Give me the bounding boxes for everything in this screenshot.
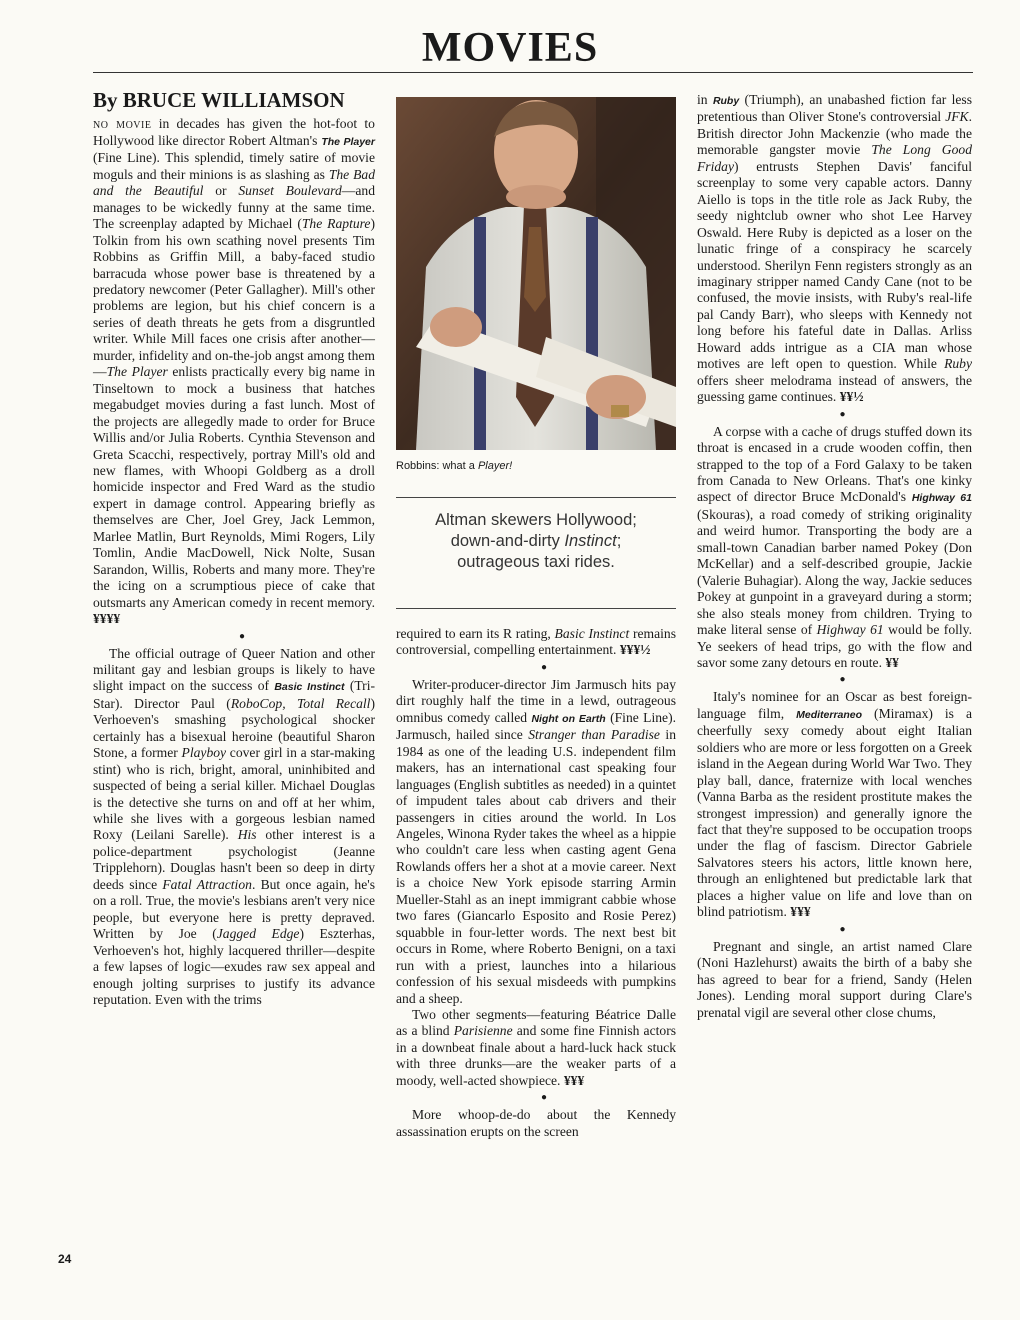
pull-quote-rule-top <box>396 497 676 498</box>
section-separator: ● <box>540 661 548 673</box>
section-separator: ● <box>839 674 846 686</box>
film-title: Night on Earth <box>531 712 606 725</box>
byline: By BRUCE WILLIAMSON <box>93 88 345 112</box>
column-2 <box>396 626 676 1140</box>
rating: ¥¥¥ <box>790 904 811 920</box>
review-ruby-start: More whoop-de-do about the Kennedy assassination erupts on the screen <box>396 1107 676 1139</box>
section-separator: ● <box>540 1092 548 1104</box>
review-the-player: no movie in decades has given the hot-foot to Hollywood like director Robert Altman's The Player (Fine Line). This splendid, timely satire of movie moguls and their minions is as slashing as The Bad and the Beautiful or Sunset Boulevard—and manages to be wickedly funny at the same time. The screenplay adapted by Michael (The Rapture) Tolkin from his own scathing novel presents Tim Robbins as Griffin Mill, a baby-faced studio barracuda whose power base is threatened by a predatory newcomer (Peter Gallagher). Mill's other problems are legion, but his chief concern is a series of death threats he gets from a disgruntled writer. While Mill faces one crisis after another—murder, infidelity and on-the-job angst among them—The Player enlists practically every big name in Tinseltown to mock a business that hatches megabudget movies during a fast lunch. Most of the projects are allegedly made to order for Bruce Willis and/or Julia Roberts. Cynthia Stevenson and Greta Scacchi, respectively, portray Mill's old and new flames, with Whoopi Goldberg as a droll homicide inspector and Fred Ward as the studio expert in damage control. Appearing briefly as themselves are Cher, Joel Grey, Jack Lemmon, Marlee Matlin, Burt Reynolds, Mimi Rogers, Lily Tomlin, Andie MacDowell, Nick Nolte, Susan Sarandon, Willis, Roberts and many more. They're the icing on a scrumptious piece of cake that outsmarts any American comedy in recent memory. ¥¥¥¥ <box>93 116 376 627</box>
page-number: 24 <box>58 1252 72 1266</box>
film-title: Mediterraneo <box>796 708 863 721</box>
section-separator: ● <box>238 630 246 642</box>
rating: ¥¥½ <box>839 389 864 405</box>
film-title: Ruby <box>712 95 740 107</box>
review-mediterraneo: Italy's nominee for an Oscar as best foreign-language film, Mediterraneo (Miramax) is a cheerfully sexy comedy about eight Italian soldiers who are more or less forgotten on a Greek island in the Aegean during World War Two. They play ball, dance, fraternize with local wenches (Vanna Barba as the resident prostitute makes the strongest impression) and generally ignore the fact that they're supposed to be occupation troops under the flag of fascism. Director Gabriele Salvatores steers his actors, little known here, through an enlightened but predictable lark that places a higher value on life and love than on blind patriotism. ¥¥¥ <box>697 689 972 920</box>
photo-caption: Robbins: what a Player! <box>396 460 513 472</box>
section-separator: ● <box>839 408 846 420</box>
pull-quote-rule-bottom <box>396 608 676 609</box>
review-basic-instinct: The official outrage of Queer Nation and other militant gay and lesbian groups is likely to have slight impact on the success of Basic Instinct (Tri-Star). Director Paul (RoboCop, Total Recall) Verhoeven's smashing psychological shocker certainly has a bisexual heroine (beautiful Sharon Stone, a former Playboy cover girl in a star-making stint) who is rich, bright, amoral, uninhibited and suspected of being a serial killer. Michael Douglas is the detective she turns on and off at her whim, while she lives with a gorgeous lesbian named Roxy (Leilani Sarelle). His other interest is a police-department psychologist (Jeanne Tripplehorn). Douglas hasn't been so deep in dirty deeds since Fatal Attraction. But once again, he's on a roll. True, the movie's lesbians aren't very nice people, but everyone here is pretty depraved. Written by Joe (Jagged Edge) Eszterhas, Verhoeven's hot, highly lacquered thriller—despite a few lapses of logic—exudes raw sex appeal and enough jolting surprises to justify its advance reputation. Even with the trims <box>93 645 376 1008</box>
movie-still-photo <box>396 97 676 450</box>
rating: ¥¥¥ <box>563 1072 585 1088</box>
review-night-on-earth: Writer-producer-director Jim Jarmusch hits pay dirt roughly half the time in a lewd, outrageous omnibus comedy called Night on Earth (Fine Line). Jarmusch, hailed since Stranger than Paradise in 1984 as one of the leading U.S. independent film makers, has an international cast speaking four languages (English subtitles as needed) in a quintet of impudent tales about cab drivers and their passengers in cities around the world. In Los Angeles, Winona Ryder takes the wheel as a hippie who couldn't care less when casting agent Gena Rowlands offers her a shot at a movie career. Next is a choice New York episode starring Armin Mueller-Stahl as an inept immigrant cabbie whose two fares (Giancarlo Esposito and Rosie Perez) squabble in four-letter words. The next best bit occurs in Rome, where Roberto Benigni, on a taxi run with a priest, launches into a hilarious confession of his sexual misdeeds with pumpkins and a sheep. <box>396 676 676 1006</box>
film-title: Highway 61 <box>911 492 972 505</box>
review-unnamed-film: Pregnant and single, an artist named Clare (Noni Hazlehurst) awaits the birth of a baby she has agreed to bear for a friend, Sandy (Helen Jones). Lending moral support during Clare's prenatal vigil are several other close chums, <box>697 938 972 1020</box>
column-3 <box>697 92 972 1021</box>
rating: ¥¥¥¥ <box>93 611 121 627</box>
rating: ¥¥¥½ <box>619 642 651 658</box>
film-title: Basic Instinct <box>274 681 345 694</box>
film-title: The Player <box>321 135 375 148</box>
title-rule <box>93 72 973 73</box>
section-separator: ● <box>839 923 846 935</box>
man-reading-scroll-icon <box>396 97 676 450</box>
column-1 <box>93 88 376 1008</box>
page-title: MOVIES <box>421 25 599 71</box>
review-basic-instinct-cont: required to earn its R rating, Basic Instinct remains controversial, compelling entertainment. ¥¥¥½ <box>396 626 676 658</box>
rating: ¥¥ <box>885 654 899 670</box>
review-night-on-earth-cont: Two other segments—featuring Béatrice Dalle as a blind Parisienne and some fine Finnish actors in a downbeat finale about a hard-luck hack stuck with three drunks—are the weaker parts of a moody, well-acted showpiece. ¥¥¥ <box>396 1006 677 1088</box>
review-ruby: in Ruby (Triumph), an unabashed fiction far less pretentious than Oliver Stone's controversial JFK. British director John Mackenzie (who made the memorable gangster movie The Long Good Friday) entrusts Stephen Davis' fanciful screenplay to some very capable actors. Danny Aiello is tops in the title role as Jack Ruby, the seedy nightclub owner who shot Lee Harvey Oswald. Here Ruby is depicted as a loser on the lunatic fringe of a conspiracy he scarcely understood. Sherilyn Fenn registers strongly as an imaginary stripper named Candy Cane (not to be confused, the movie insists, with Ruby's real-life pal Candy Barr), who sleeps with Kennedy not long before his fateful date in Dallas. Arliss Howard adds intrigue as a CIA man whose motives are left open to question. While Ruby offers sheer melodrama instead of answers, the guessing game continues. ¥¥½ <box>697 92 972 405</box>
pull-quote: Altman skewers Hollywood; down-and-dirty Instinct; outrageous taxi rides. <box>435 511 637 571</box>
review-highway-61: A corpse with a cache of drugs stuffed down its throat is encased in a crude wooden coffin, then strapped to the top of a Ford Galaxy to be taken from Canada to New Orleans. That's one kinky aspect of director Bruce McDonald's Highway 61 (Skouras), a road comedy of striking originality and weird humor. Transporting the body are a small-town Canadian barber named Pokey (Don McKellar) and a self-described groupie, Jackie (Valerie Buhagiar). Along the way, Jackie seduces Pokey at gunpoint in a graveyard during a storm; she also steals money from children. Trying to make literal sense of Highway 61 would be folly. Ye seekers of head trips, go with the flow and savor some zany detours en route. ¥¥ <box>697 423 972 670</box>
